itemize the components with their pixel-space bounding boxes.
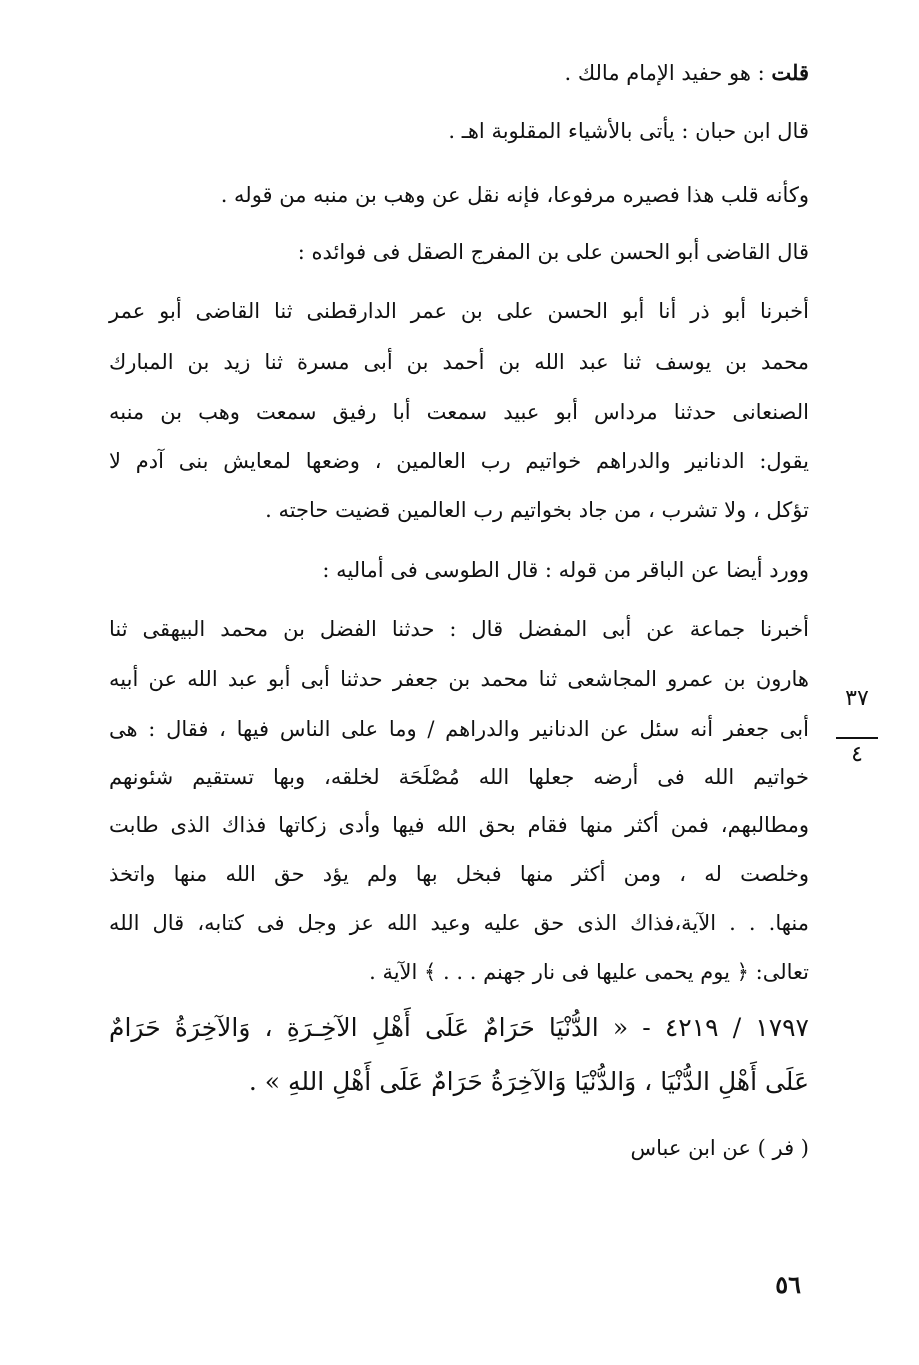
qultu-lead-word: قلت xyxy=(771,60,809,85)
page-number: ٥٦ xyxy=(775,1270,801,1299)
text-line-8: يقول: الدنانير والدراهم خواتيم رب العالمين ، وضعها لمعايش بنى آدم لا xyxy=(109,449,809,473)
text-line-15: ومطالبهم، فمن أكثر منها فقام بحق الله فيها وأدى زكاتها فذاك الذى طابت xyxy=(109,813,809,837)
text-line-9: تؤكل ، ولا تشرب ، من جاد بخواتيم رب العالمين قضيت حاجته . xyxy=(265,498,809,522)
margin-note-bottom: ٤ xyxy=(851,742,863,767)
text-line-18: تعالى: ﴿ يوم يحمى عليها فى نار جهنم . . . ﴾ الآية . xyxy=(369,960,809,984)
text-line-17: منها. . . الآية،فذاك الذى حق عليه وعيد الله عز وجل فى كتابه، قال الله xyxy=(109,911,809,935)
hadith-line-1: ١٧٩٧ / ٤٢١٩ - « الدُّنْيَا حَرَامٌ عَلَى أَهْلِ الآخِـرَةِ ، وَالآخِرَةُ حَرَامٌ xyxy=(109,1013,809,1042)
line-1-text: : هو حفيد الإمام مالك . xyxy=(564,61,772,85)
hadith-line-2: عَلَى أَهْلِ الدُّنْيَا ، وَالدُّنْيَا وَالآخِرَةُ حَرَامٌ عَلَى أَهْلِ اللهِ » . xyxy=(248,1067,809,1096)
text-line-2: قال ابن حبان : يأتى بالأشياء المقلوبة اهـ . xyxy=(448,119,809,143)
text-line-12: هارون بن عمرو المجاشعى ثنا محمد بن جعفر حدثنا أبى أبو عبد الله عن أبيه xyxy=(109,667,809,691)
text-line-14: خواتيم الله فى أرضه جعلها الله مُصْلَحَة لخلقه، وبها تستقيم شئونهم xyxy=(109,765,809,789)
text-line-4: قال القاضى أبو الحسن على بن المفرج الصقل فى فوائده : xyxy=(297,240,809,264)
text-line-7: الصنعانى حدثنا مرداس أبو عبيد سمعت أبا رفيق سمعت وهب بن منبه xyxy=(109,400,809,424)
text-line-3: وكأنه قلب هذا فصيره مرفوعا، فإنه نقل عن وهب بن منبه من قوله . xyxy=(220,183,809,207)
text-line-1 xyxy=(109,58,809,88)
text-line-13: أبى جعفر أنه سئل عن الدنانير والدراهم / وما على الناس فيها ، فقال : هى xyxy=(109,717,809,741)
margin-note-top: ٣٧ xyxy=(845,686,869,711)
margin-note-rule xyxy=(836,737,878,739)
text-line-6: محمد بن يوسف ثنا عبد الله بن أحمد بن أبى مسرة ثنا زيد بن المبارك xyxy=(109,350,809,374)
text-line-10: وورد أيضا عن الباقر من قوله : قال الطوسى فى أماليه : xyxy=(322,558,809,582)
hadith-source: ( فر ) عن ابن عباس xyxy=(630,1136,809,1160)
text-line-5: أخبرنا أبو ذر أنا أبو الحسن على بن عمر الدارقطنى ثنا القاضى أبو عمر xyxy=(109,299,809,323)
text-line-16: وخلصت له ، ومن أكثر منها فبخل بها ولم يؤد حق الله منها واتخذ xyxy=(109,862,809,886)
text-line-11: أخبرنا جماعة عن أبى المفضل قال : حدثنا الفضل بن محمد البيهقى ثنا xyxy=(109,617,809,641)
